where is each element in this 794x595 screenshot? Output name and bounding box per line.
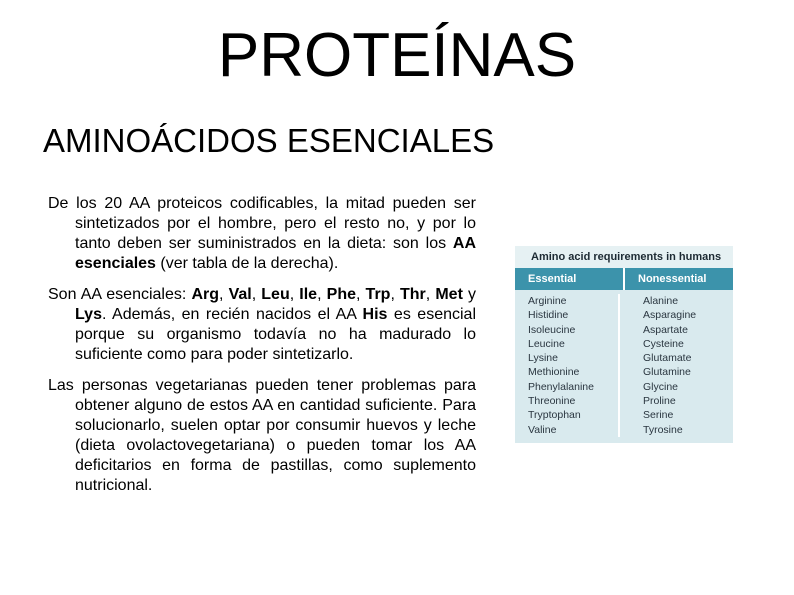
bold-term: AA esenciales (75, 235, 476, 272)
table-cell: Methionine (528, 366, 580, 379)
page-title: PROTEÍNAS (217, 21, 577, 90)
bold-term: Val (228, 286, 252, 303)
table-cell: Lysine (528, 352, 558, 365)
nonessential-column (618, 294, 733, 437)
text-run: , (390, 286, 400, 303)
paragraph (48, 194, 476, 274)
bold-term: His (362, 306, 388, 323)
table-cell: Alanine (643, 295, 679, 307)
table-caption: Amino acid requirements in humans (515, 246, 733, 268)
body-text (48, 194, 476, 507)
text-run: , (317, 286, 327, 303)
table-cell: Isoleucine (528, 323, 576, 336)
essential-column (515, 294, 618, 437)
bold-term: Ile (299, 286, 318, 303)
bold-term: Thr (400, 286, 426, 303)
text-run: De los 20 AA proteicos codificables, la mitad pueden ser sintetizados por el hombre, pero el resto no, y por lo tanto deben ser suministrados en la dieta: son los (48, 195, 476, 252)
paragraph (48, 376, 476, 496)
text-run: Son AA esenciales: (48, 286, 192, 303)
table-cell: Threonine (528, 395, 576, 408)
table-cell: Glutamate (643, 352, 692, 365)
table-cell: Aspartate (643, 323, 688, 336)
table-cell: Leucine (528, 337, 565, 350)
bold-term: Trp (365, 286, 391, 303)
table-cell: Cysteine (643, 337, 684, 350)
bold-term: Leu (261, 286, 290, 303)
table-cell: Tyrosine (643, 423, 683, 436)
bold-term: Lys (75, 306, 102, 323)
table-header-row (515, 268, 733, 290)
table-cell: Histidine (528, 309, 569, 322)
text-run: Las personas vegetarianas pueden tener problemas para obtener alguno de estos AA en cantidad suficiente. Para solucionarlo, suelen optar por consumir huevos y leche (dieta ovolactovegetariana) o pueden tomar los AA deficitarios en forma de pastillas, como suplemento nutricional. (48, 377, 476, 494)
text-run: , (289, 286, 300, 303)
text-run: , (219, 286, 229, 303)
table-cell: Glutamine (643, 366, 691, 379)
table-cell: Serine (643, 409, 674, 422)
table-cell: Phenylalanine (528, 380, 594, 393)
text-run: es esencial porque su organismo todavía no ha madurado lo suficiente como para poder sintetizarlo. (75, 306, 476, 363)
table-cell: Proline (643, 395, 676, 408)
section-subtitle: AMINOÁCIDOS ESENCIALES (43, 122, 495, 159)
text-run: . Además, en recién nacidos el AA (101, 306, 363, 323)
table-cell: Asparagine (643, 309, 697, 322)
amino-acid-table (515, 246, 733, 443)
text-run: , (251, 286, 262, 303)
table-cell: Valine (528, 423, 557, 436)
table-cell: Glycine (643, 380, 679, 393)
column-header-nonessential: Nonessential (623, 268, 733, 290)
text-run: y (462, 286, 477, 303)
paragraph (48, 285, 476, 365)
table-cell: Tryptophan (528, 409, 581, 422)
table-cell: Arginine (528, 295, 567, 307)
bold-term: Met (435, 286, 463, 303)
text-run: (ver tabla de la derecha). (155, 255, 339, 272)
text-run: , (425, 286, 436, 303)
bold-term: Phe (326, 286, 356, 303)
table-body (515, 290, 733, 437)
bold-term: Arg (191, 286, 219, 303)
column-header-essential: Essential (528, 273, 577, 285)
text-run: , (355, 286, 366, 303)
